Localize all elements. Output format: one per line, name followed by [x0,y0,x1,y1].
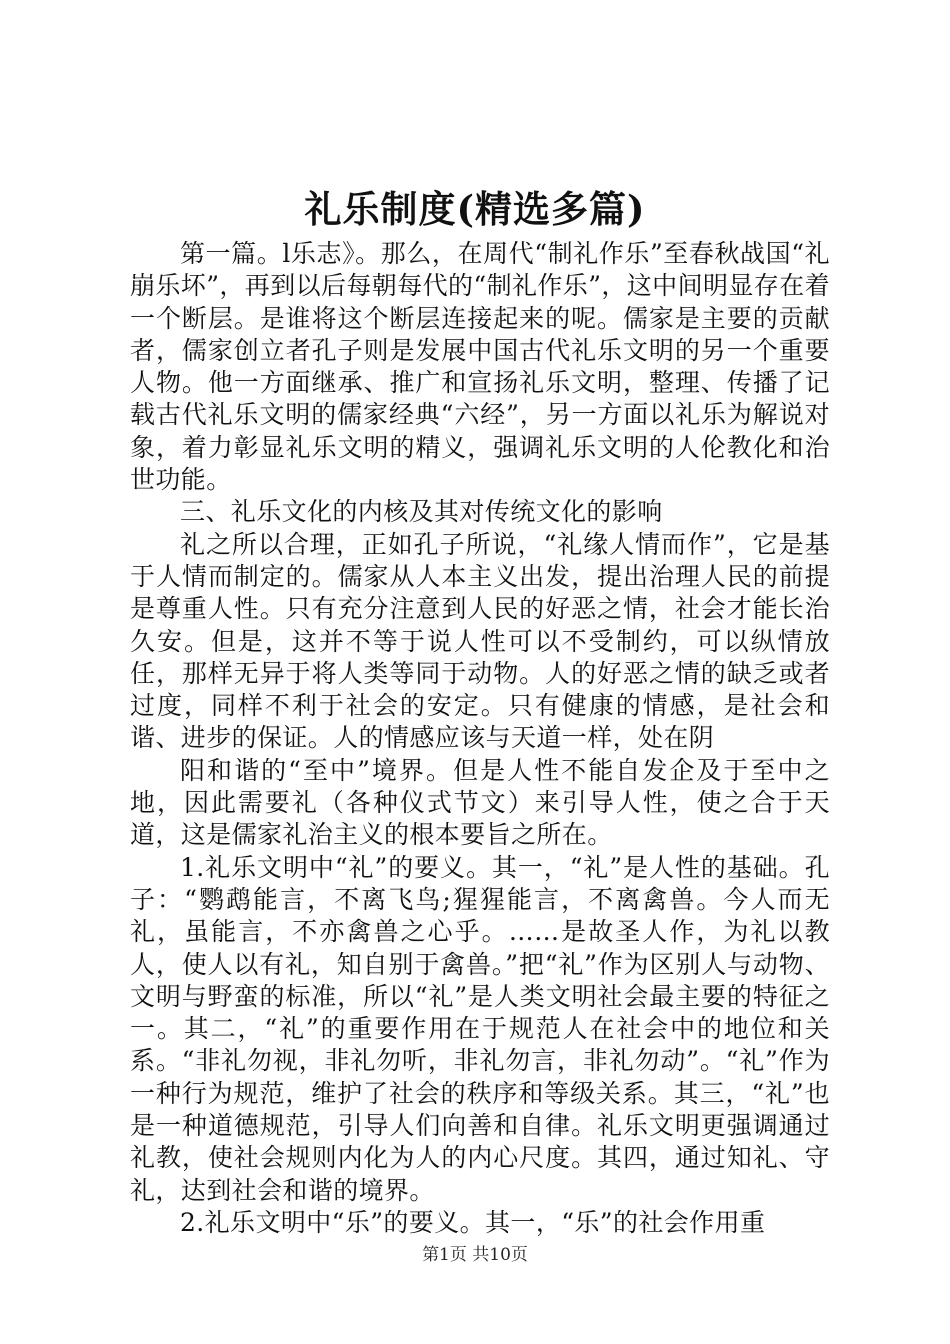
paragraph-1: 第一篇。l乐志》。那么，在周代“制礼作乐”至春秋战国“礼崩乐坏”，再到以后每朝每代的“制礼作乐”，这中间明显存在着一个断层。是谁将这个断层连接起来的呢。儒家是主要的贡献者，儒家创立者孔子则是发展中国古代礼乐文明的另一个重要人物。他一方面继承、推广和宣扬礼乐文明，整理、传播了记载古代礼乐文明的儒家经典“六经”，另一方面以礼乐为解说对象，着力彰显礼乐文明的精义，强调礼乐文明的人伦教化和治世功能。 [130,239,830,495]
paragraph-5: 2.礼乐文明中“乐”的要义。其一，“乐”的社会作用重 [180,1207,766,1237]
paragraph-2: 礼之所以合理，正如孔子所说，“礼缘人情而作”，它是基于人情而制定的。儒家从人本主义出发，提出治理人民的前提是尊重人性。只有充分注意到人民的好恶之情，社会才能长治久安。但是，这并不等于说人性可以不受制约，可以纵情放任，那样无异于将人类等同于动物。人的好恶之情的缺乏或者过度，同样不利于社会的安定。只有健康的情感，是社会和谐、进步的保证。人的情感应该与天道一样，处在阴 [130,529,830,753]
document-title: 礼乐制度(精选多篇) [304,187,646,231]
section-heading: 三、礼乐文化的内核及其对传统文化的影响 [180,497,663,527]
page-number-footer: 第1页 共10页 [422,1245,528,1265]
paragraph-4: 1.礼乐文明中“礼”的要义。其一，“礼”是人性的基础。孔子：“鹦鹉能言，不离飞鸟;猩猩能言，不离禽兽。今人而无礼，虽能言，不亦禽兽之心乎。……是故圣人作，为礼以教人，使人以有礼，知自别于禽兽。”把“礼”作为区别人与动物、文明与野蛮的标准，所以“礼”是人类文明社会最主要的特征之一。其二，“礼”的重要作用在于规范人在社会中的地位和关系。“非礼勿视，非礼勿听，非礼勿言，非礼勿动”。“礼”作为一种行为规范，维护了社会的秩序和等级关系。其三，“礼”也是一种道德规范，引导人们向善和自律。礼乐文明更强调通过礼教，使社会规则内化为人的内心尺度。其四，通过知礼、守礼，达到社会和谐的境界。 [130,852,830,1205]
paragraph-3: 阳和谐的“至中”境界。但是人性不能自发企及于至中之地，因此需要礼（各种仪式节文）来引导人性，使之合于天道，这是儒家礼治主义的根本要旨之所在。 [130,755,830,850]
document-body [130,238,830,1239]
